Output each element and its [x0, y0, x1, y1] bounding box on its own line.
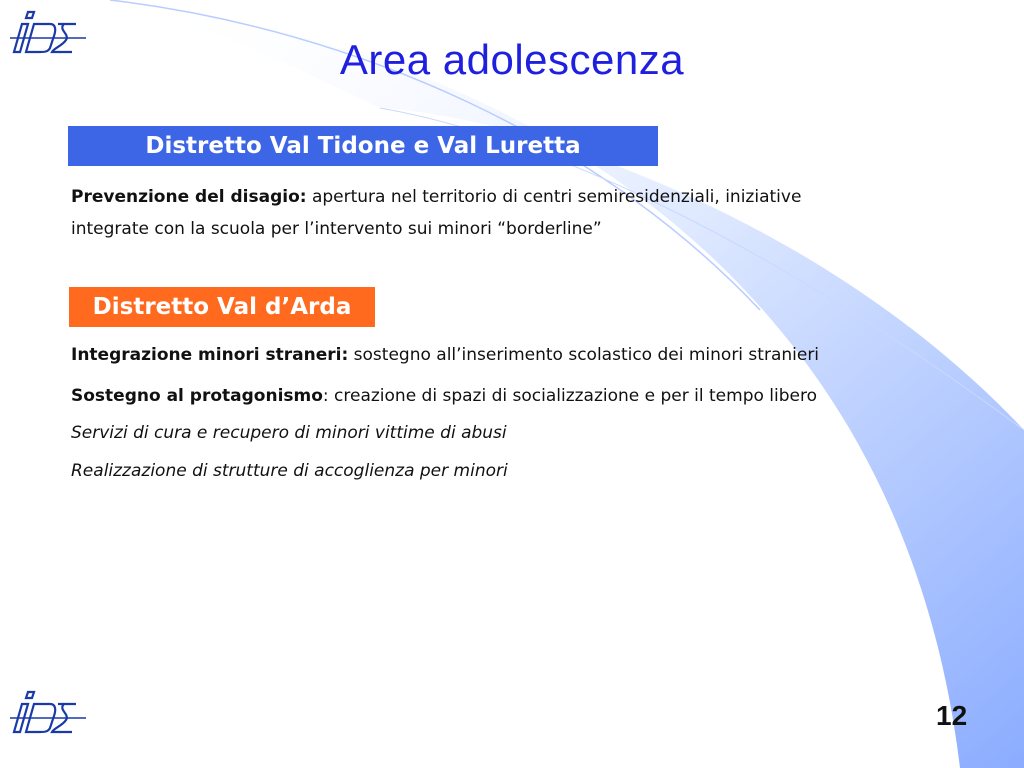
section-header-val-darda	[69, 287, 375, 327]
page-number: 12	[936, 700, 968, 731]
prevenzione-line-2	[71, 213, 602, 245]
prevenzione-line-1	[71, 181, 801, 213]
realizzazione-item: Realizzazione di strutture di accoglienza per minori	[71, 461, 508, 481]
item-text: sostegno all’inserimento scolastico dei minori stranieri	[348, 345, 820, 365]
section-header-label: Distretto Val d’Arda	[92, 294, 352, 320]
sostegno-item	[71, 380, 817, 412]
item-label: Prevenzione del disagio:	[71, 187, 307, 207]
servizi-item: Servizi di cura e recupero di minori vittime di abusi	[71, 423, 507, 443]
integrazione-item	[71, 339, 819, 371]
item-text: apertura nel territorio di centri semiresidenziali, iniziative	[306, 187, 802, 207]
item-text: integrate con la scuola per l’intervento sui minori “borderline”	[71, 219, 602, 239]
item-label: Integrazione minori straneri:	[71, 345, 349, 365]
section-header-val-tidone	[68, 126, 658, 166]
item-text: : creazione di spazi di socializzazione e per il tempo libero	[322, 386, 818, 406]
section-header-label: Distretto Val Tidone e Val Luretta	[145, 133, 581, 159]
slide-title: Area adolescenza	[339, 36, 685, 83]
item-label: Sostegno al protagonismo	[71, 386, 323, 406]
ids-logo-bottom	[8, 688, 88, 736]
